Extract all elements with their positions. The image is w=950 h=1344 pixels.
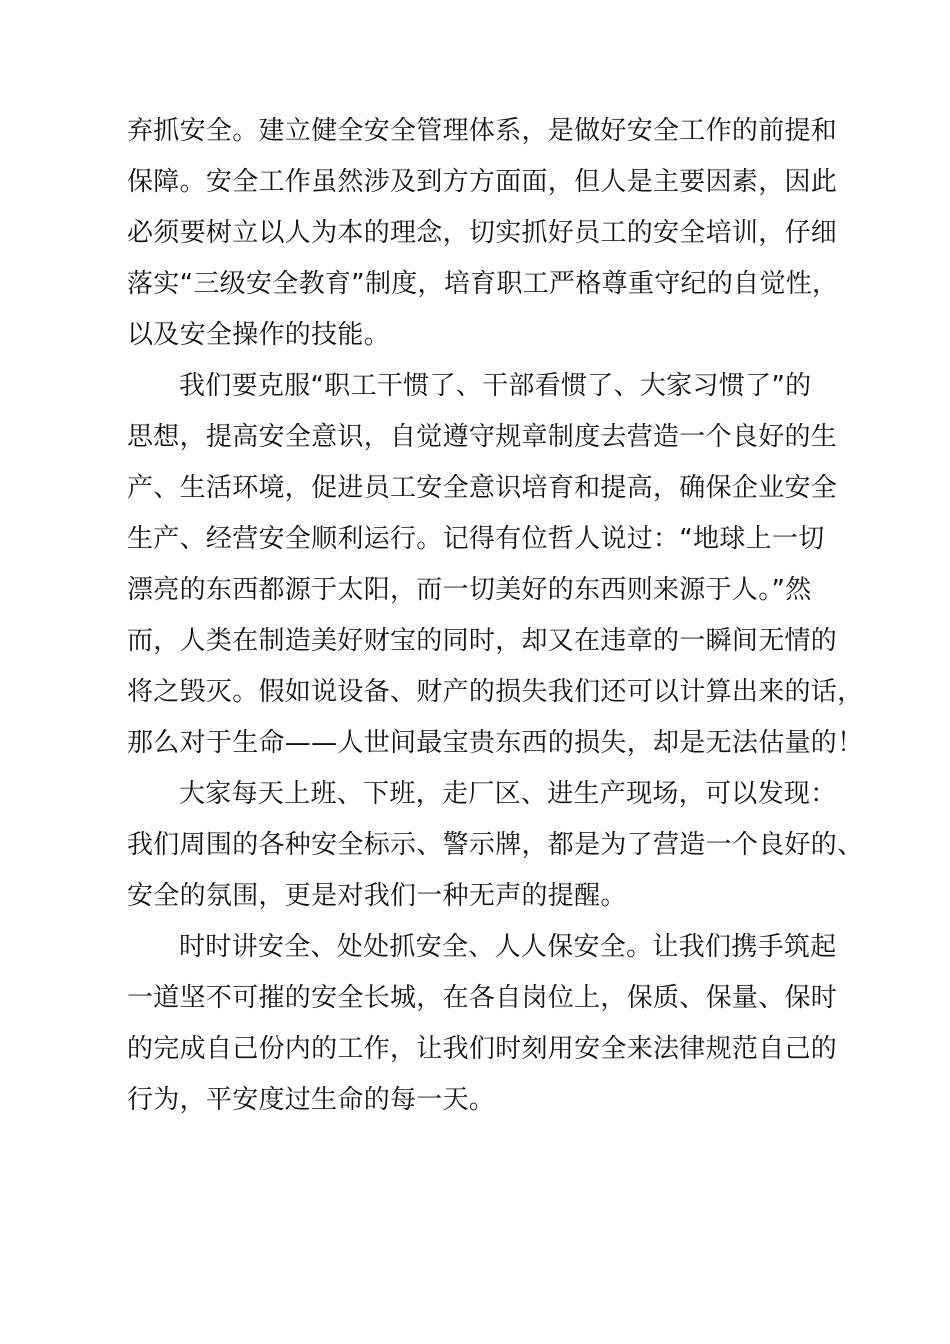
text-line: 思想，提高安全意识，自觉遵守规章制度去营造一个良好的生 xyxy=(127,422,838,452)
text-line: 弃抓安全。建立健全安全管理体系，是做好安全工作的前提和 xyxy=(127,116,838,146)
text-line: 安全的氛围，更是对我们一种无声的提醒。 xyxy=(127,881,627,911)
text-line: 那么对于生命——人世间最宝贵东西的损失，却是无法估量的！ xyxy=(127,728,864,758)
text-line: 保障。安全工作虽然涉及到方方面面，但人是主要因素，因此 xyxy=(127,167,838,197)
text-line: 必须要树立以人为本的理念，切实抓好员工的安全培训，仔细 xyxy=(127,218,838,248)
text-line: 的完成自己份内的工作，让我们时刻用安全来法律规范自己的 xyxy=(127,1034,838,1064)
body-text xyxy=(127,106,864,1126)
text-line: 落实“三级安全教育”制度，培育职工严格尊重守纪的自觉性， xyxy=(127,269,839,299)
text-line: 生产、经营安全顺利运行。记得有位哲人说过：“地球上一切 xyxy=(127,524,825,554)
text-line: 而，人类在制造美好财宝的同时，却又在违章的一瞬间无情的 xyxy=(127,626,838,656)
paragraph-start-line: 大家每天上班、下班，走厂区、进生产现场，可以发现： xyxy=(179,779,837,809)
text-line: 一道坚不可摧的安全长城，在各自岗位上，保质、保量、保时 xyxy=(127,983,838,1013)
paragraph-start-line: 时时讲安全、处处抓安全、人人保安全。让我们携手筑起 xyxy=(179,932,837,962)
text-line: 将之毁灭。假如说设备、财产的损失我们还可以计算出来的话， xyxy=(127,677,864,707)
paragraph-start-line: 我们要克服“职工干惯了、干部看惯了、大家习惯了”的 xyxy=(179,371,812,401)
text-line: 漂亮的东西都源于太阳，而一切美好的东西则来源于人。”然 xyxy=(127,575,812,605)
text-line: 以及安全操作的技能。 xyxy=(127,320,391,350)
text-line: 产、生活环境，促进员工安全意识培育和提高，确保企业安全 xyxy=(127,473,838,503)
text-line: 行为，平安度过生命的每一天。 xyxy=(127,1085,496,1115)
text-line: 我们周围的各种安全标示、警示牌，都是为了营造一个良好的、 xyxy=(127,830,864,860)
